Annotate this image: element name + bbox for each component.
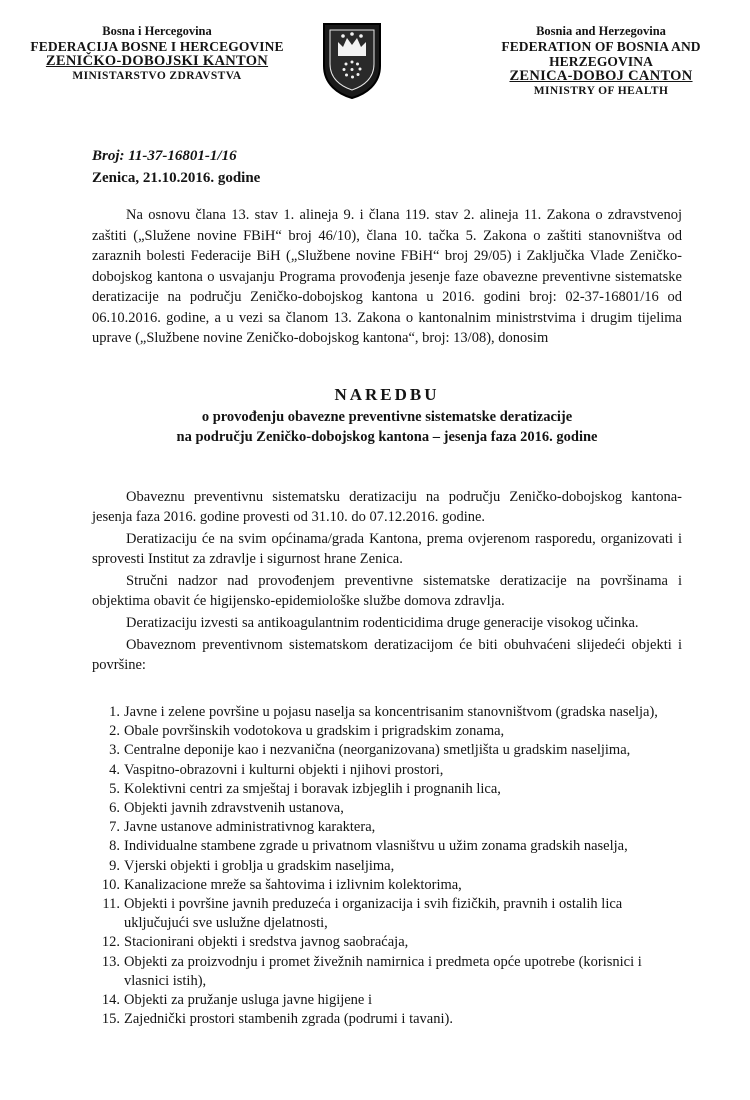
letterhead-right [456,24,746,99]
list-item-number: 14. [101,992,120,1009]
reference-block [92,145,260,189]
list-item-text: Vaspitno-obrazovni i kulturni objekti i njihovi prostori, [124,761,444,778]
list-item-text: Individualne stambene zgrade u privatnom vlasništvu u užim zonama gradskih naselja, [124,838,628,855]
list-item-text: Vjerski objekti i groblja u gradskim naseljima, [124,857,395,874]
objects-list [92,703,682,1029]
order-subtitle-line-1: o provođenju obavezne preventivne sistematske deratizacije [201,409,573,425]
list-item-number: 9. [109,857,120,874]
list-item-text: Objekti za pružanje usluga javne higijene i [124,992,373,1009]
list-item-number: 7. [109,819,120,836]
order-title-main: NAREDBU [334,385,440,404]
paragraph-supervision: Stručni nadzor nad provođenjem preventivne sistematske deratizacije na površinama i objektima obavit će higijensko-epidemiološke službe domova zdravlja. [92,573,682,609]
list-item-number: 15. [101,1011,120,1028]
list-item-text: Kanalizacione mreže sa šahtovima i izlivnim kolektorima, [124,876,462,893]
list-item-text: Objekti za proizvodnju i promet živežnih namirnica i predmeta opće upotrebe (korisnici i vlasnici istih), [124,953,642,989]
ministry-name-en: MINISTRY OF HEALTH [533,85,669,97]
list-item [92,761,682,780]
list-item-text: Zajednički prostori stambenih zgrada (podrumi i tavani). [124,1011,453,1028]
country-name-bs: Bosna i Hercegovina [102,24,212,38]
order-body [92,487,682,677]
list-item [92,703,682,722]
list-item-text: Javne i zelene površine u pojasu naselja sa koncentrisanim stanovništvom (gradska naselja), [124,704,658,720]
list-item-number: 11. [102,896,120,913]
list-item [92,818,682,837]
paragraph-organizer: Deratizaciju će na svim općinama/grada Kantona, prema ovjerenom rasporedu, organizovati i sprovesti Institut za zdravlje i sigurnost hrane Zenica. [92,531,682,567]
list-item-number: 1. [109,704,120,720]
list-item [92,780,682,799]
list-item [92,895,682,933]
list-item-number: 2. [109,723,120,740]
list-item-number: 6. [109,800,120,817]
list-item-number: 13. [101,953,120,970]
list-item-number: 3. [109,742,120,759]
list-item-text: Obale površinskih vodotokova u gradskim i prigradskim zonama, [124,723,505,740]
ministry-name-bs: MINISTARSTVO ZDRAVSTVA [72,70,242,82]
list-item [92,876,682,895]
list-item [92,722,682,741]
list-item-text: Javne ustanove administrativnog karaktera, [124,819,376,836]
country-name-en: Bosnia and Herzegovina [536,24,666,38]
list-item-number: 8. [109,838,120,855]
coat-of-arms-icon [320,20,384,100]
letterhead-left [22,24,292,84]
legal-basis-paragraph [92,205,682,349]
list-item [92,953,682,991]
list-item-text: Stacionirani objekti i sredstva javnog saobraćaja, [124,934,409,951]
list-item-number: 10. [101,876,120,893]
list-item [92,1010,682,1029]
list-item-text: Objekti javnih zdravstvenih ustanova, [124,800,344,817]
list-item [92,799,682,818]
reference-number: Broj: 11-37-16801-1/16 [92,148,237,164]
paragraph-period: Obaveznu preventivnu sistematsku deratizaciju na području Zeničko-dobojskog kantona-jesenja faza 2016. godine provesti od 31.10. do 07.12.2016. godine. [92,489,682,525]
canton-name-bs: ZENIČKO-DOBOJSKI KANTON [45,53,269,69]
list-item [92,741,682,760]
list-item-text: Objekti i površine javnih preduzeća i organizacija i svih fizičkih, pravnih i ostalih lica uključujući sve uslužne djelatnosti, [124,896,623,932]
paragraph-rodenticides: Deratizaciju izvesti sa antikoagulantnim rodenticidima druge generacije visokog učinka. [126,615,639,631]
list-item-number: 4. [109,761,120,778]
list-item [92,933,682,952]
paragraph-scope: Obaveznom preventivnom sistematskom deratizacijom će biti obuhvaćeni slijedeći objekti i površine: [92,637,682,673]
order-title [92,383,682,447]
list-item-text: Centralne deponije kao i nezvanična (neorganizovana) smetljišta u gradskim naseljima, [124,742,631,759]
list-item-number: 5. [109,780,120,797]
canton-name-en: ZENICA-DOBOJ CANTON [509,68,693,84]
list-item [92,837,682,856]
list-item-number: 12. [101,934,120,951]
federation-name-bs: FEDERACIJA BOSNE I HERCEGOVINE [30,39,284,54]
federation-name-en: FEDERATION OF BOSNIA AND HERZEGOVINA [501,39,701,69]
list-item-text: Kolektivni centri za smještaj i boravak izbjeglih i prognanih lica, [124,780,501,797]
order-subtitle-line-2: na području Zeničko-dobojskog kantona – jesenja faza 2016. godine [176,429,598,445]
letterhead [0,10,750,110]
reference-date: Zenica, 21.10.2016. godine [92,170,261,186]
list-item [92,991,682,1010]
list-item [92,857,682,876]
legal-basis-text: Na osnovu člana 13. stav 1. alineja 9. i člana 119. stav 2. alineja 11. Zakona o zdravstvenoj zaštiti („Služene novine FBiH“ broj 46/10), člana 10. tačka 5. Zakona o zaštiti stanovništva od zaraznih bolesti Federacije BiH („Službene novine FBiH“ broj 29/05) i Zaključka Vlade Zeničko-dobojskog kantona o usvajanju Programa provođenja jesenje faze obavezne preventivne sistematske deratizacije na području Zeničko-dobojskog kantona u 2016. godini broj: 02-37-16801/16 od 06.10.2016. godine, a u vezi sa članom 13. Zakona o kantonalnim ministrstvima i drugim tijelima uprave („Službene novine Zeničko-dobojskog kantona“, broj: 13/08), donosim [92,207,682,346]
